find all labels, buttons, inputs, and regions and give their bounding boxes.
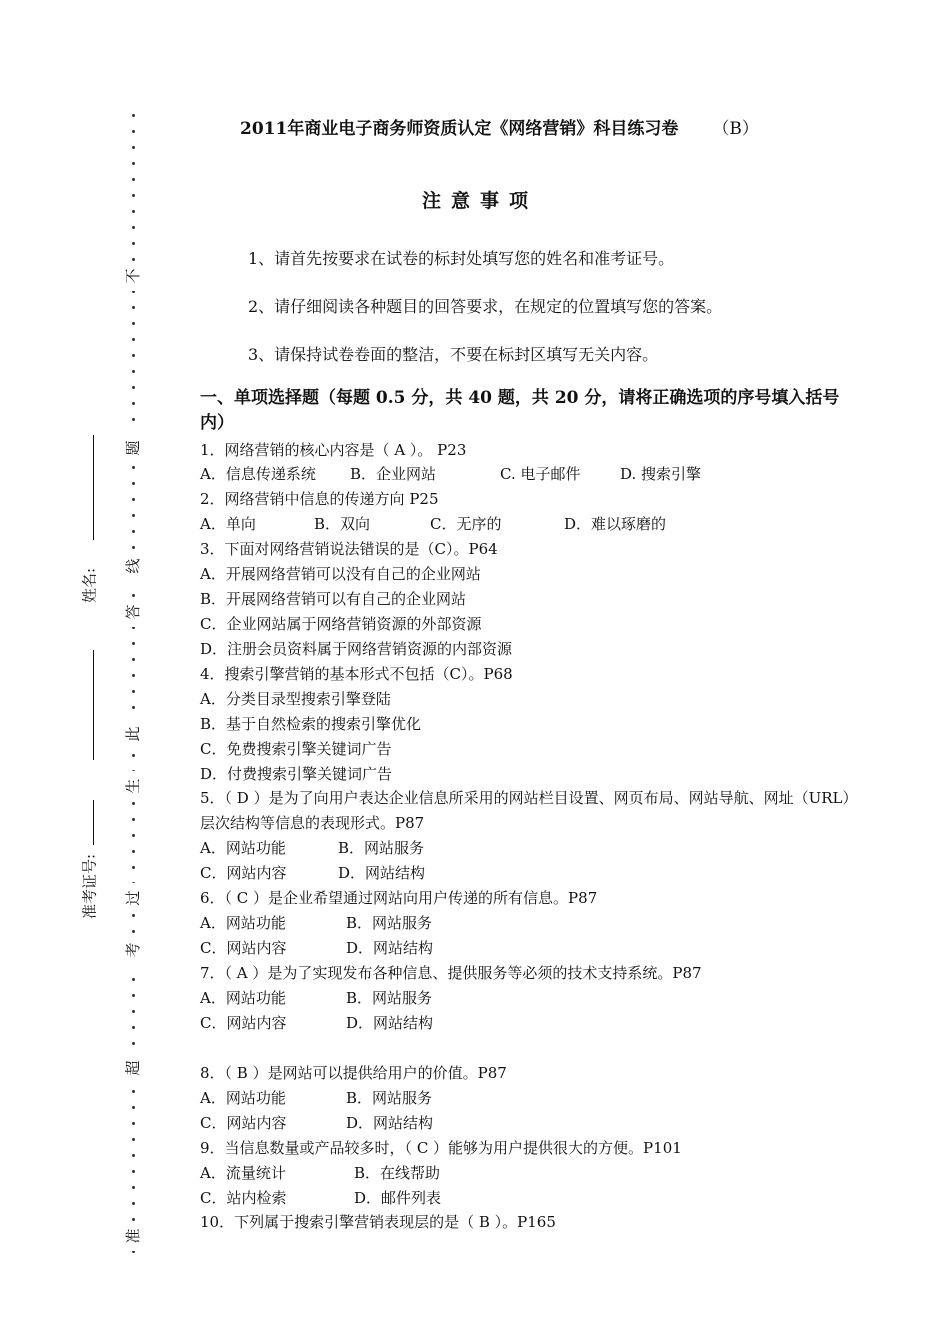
seal-dot [132, 866, 135, 869]
option: D．邮件列表 [354, 1189, 442, 1207]
question-stem: 1．网络营销的核心内容是（ A ）。 P23 [200, 441, 467, 459]
question-options [200, 1088, 432, 1108]
exam-title [240, 114, 880, 139]
seal-dot [132, 1010, 135, 1013]
seal-dot [132, 210, 135, 213]
seal-dot [132, 354, 135, 357]
option: C．站内检索 [200, 1189, 287, 1207]
section-heading: 一、单项选择题（每题 0.5 分，共 40 题，共 20 分，请将正确选项的序号填入括号内） [200, 388, 840, 433]
seal-dot [132, 162, 135, 165]
seal-dot [132, 530, 135, 533]
seal-dot [132, 1186, 135, 1189]
exam-no-label: 准考证号: [80, 853, 99, 920]
seal-dot [132, 370, 135, 373]
seal-char: 答 [125, 597, 141, 627]
option: B．在线帮助 [354, 1164, 441, 1182]
seal-dotted-line [118, 110, 158, 1270]
option: A．流量统计 [200, 1164, 286, 1182]
question-options [200, 1188, 441, 1208]
notice-item: 2、请仔细阅读各种题目的回答要求，在规定的位置填写您的答案。 [248, 297, 723, 316]
seal-dot [132, 690, 135, 693]
seal-dot [132, 1106, 135, 1109]
question-options [200, 514, 666, 534]
seal-dot [132, 226, 135, 229]
option: D．难以琢磨的 [564, 515, 667, 533]
seal-char: 过 [125, 883, 141, 913]
option: D．网站结构 [346, 939, 434, 957]
question-stem: 4．搜索引擎营销的基本形式不包括（C）。P68 [200, 665, 513, 683]
option: B．网站服务 [346, 914, 433, 932]
option: D．网站结构 [346, 1014, 434, 1032]
question-stem: 9．当信息数量或产品较多时，（ C ）能够为用户提供很大的方便。P101 [200, 1139, 682, 1157]
question-stem: 7．（ A ）是为了实现发布各种信息、提供服务等必须的技术支持系统。P87 [200, 964, 702, 982]
exam-title-text: 2011年商业电子商务师资质认定《网络营销》科目练习卷 [240, 119, 679, 139]
option: B．企业网站 [350, 465, 437, 483]
seal-dot [132, 674, 135, 677]
seal-dot [132, 386, 135, 389]
seal-dot [132, 146, 135, 149]
option: D．网站结构 [346, 1114, 434, 1132]
question-options [200, 464, 701, 484]
option: A．网站功能 [200, 839, 286, 857]
option: D. 搜索引擎 [620, 465, 702, 483]
seal-dot [132, 978, 135, 981]
question-stem: 10．下列属于搜索引擎营销表现层的是（ B ）。P165 [200, 1213, 556, 1231]
option: C．网站内容 [200, 1114, 287, 1132]
option: C．免费搜索引擎关键词广告 [200, 740, 392, 758]
seal-dot [132, 322, 135, 325]
option: D．注册会员资料属于网络营销资源的内部资源 [200, 640, 513, 658]
option: C．网站内容 [200, 1014, 287, 1032]
exam-no-fill-line[interactable] [93, 800, 94, 845]
seal-dot [132, 402, 135, 405]
question-options [200, 938, 433, 958]
seal-dot [132, 1170, 135, 1173]
seal-char: 超 [125, 1053, 141, 1083]
option: A．网站功能 [200, 989, 286, 1007]
seal-dot [132, 834, 135, 837]
seal-dot [132, 1202, 135, 1205]
question-stem: 6．（ C ）是企业希望通过网站向用户传递的所有信息。P87 [200, 889, 598, 907]
seal-dot [132, 802, 135, 805]
seal-dot [132, 1026, 135, 1029]
option: C．无序的 [430, 515, 502, 533]
question-stem: 5．（ D ）是为了向用户表达企业信息所采用的网站栏目设置、网页布局、网站导航、网址（URL）层次结构等信息的表现形式。P87 [200, 789, 858, 832]
seal-dot [132, 546, 135, 549]
seal-char: 线 [125, 551, 141, 581]
question-stem: 3．下面对网络营销说法错误的是（C）。P64 [200, 540, 498, 558]
seal-dot [132, 466, 135, 469]
option: A．网站功能 [200, 1089, 286, 1107]
notice-heading: 注意事项 [421, 190, 538, 212]
name-fill-line[interactable] [93, 435, 94, 540]
seal-dot [132, 306, 135, 309]
option: B．网站服务 [338, 839, 425, 857]
question-options [200, 838, 424, 858]
option: A．单向 [200, 515, 256, 533]
seal-dot [132, 818, 135, 821]
option: B．双向 [314, 515, 371, 533]
seal-dot [132, 1138, 135, 1141]
seal-dot [132, 114, 135, 117]
seal-dot [132, 1042, 135, 1045]
option: C．网站内容 [200, 939, 287, 957]
option: C．企业网站属于网络营销资源的外部资源 [200, 615, 482, 633]
seal-dot [132, 850, 135, 853]
option: D．网站结构 [338, 864, 426, 882]
seal-dot [132, 338, 135, 341]
question-options [200, 1013, 433, 1033]
option: C．网站内容 [200, 864, 287, 882]
option: A．分类目录型搜索引擎登陆 [200, 690, 391, 708]
option: D．付费搜索引擎关键词广告 [200, 765, 393, 783]
seal-char: 准 [125, 1221, 141, 1251]
question-options [200, 863, 425, 883]
seal-dot [132, 194, 135, 197]
seal-dot [132, 706, 135, 709]
option: B．开展网络营销可以有自己的企业网站 [200, 590, 467, 608]
question-stem: 2．网络营销中信息的传递方向 P25 [200, 490, 439, 508]
seal-char: 此 [125, 719, 141, 749]
option: B．基于自然检索的搜索引擎优化 [200, 715, 422, 733]
seal-dot [132, 130, 135, 133]
question-stem: 8．（ B ）是网站可以提供给用户的价值。P87 [200, 1064, 507, 1082]
seal-dot [132, 930, 135, 933]
option: B．网站服务 [346, 989, 433, 1007]
option: C. 电子邮件 [500, 465, 581, 483]
seal-dot [132, 418, 135, 421]
option: A．网站功能 [200, 914, 286, 932]
seal-dot [132, 482, 135, 485]
seal-dot [132, 754, 135, 757]
notice-item: 3、请保持试卷卷面的整洁，不要在标封区填写无关内容。 [248, 345, 659, 364]
seal-dot [132, 994, 135, 997]
name-fill-line-2[interactable] [93, 650, 94, 760]
seal-dot [132, 514, 135, 517]
seal-dot [132, 242, 135, 245]
option: A．开展网络营销可以没有自己的企业网站 [200, 565, 481, 583]
seal-dot [132, 498, 135, 501]
question-options [200, 988, 432, 1008]
question-options [200, 913, 432, 933]
seal-dot [132, 1154, 135, 1157]
seal-char: 考 [125, 935, 141, 965]
seal-dot [132, 1122, 135, 1125]
seal-dot [132, 658, 135, 661]
seal-dot [132, 642, 135, 645]
seal-dot [132, 914, 135, 917]
option: B．网站服务 [346, 1089, 433, 1107]
seal-dot [132, 178, 135, 181]
exam-version: （B） [712, 119, 759, 139]
name-label: 姓名: [80, 567, 99, 604]
notice-item: 1、请首先按要求在试卷的标封处填写您的姓名和准考证号。 [248, 249, 675, 268]
seal-dot [132, 1090, 135, 1093]
seal-char: 生 [125, 771, 141, 801]
seal-char: 题 [125, 433, 141, 463]
seal-char: 不 [125, 261, 141, 291]
question-options [200, 1113, 433, 1133]
question-options [200, 1163, 440, 1183]
option: A．信息传递系统 [200, 465, 316, 483]
